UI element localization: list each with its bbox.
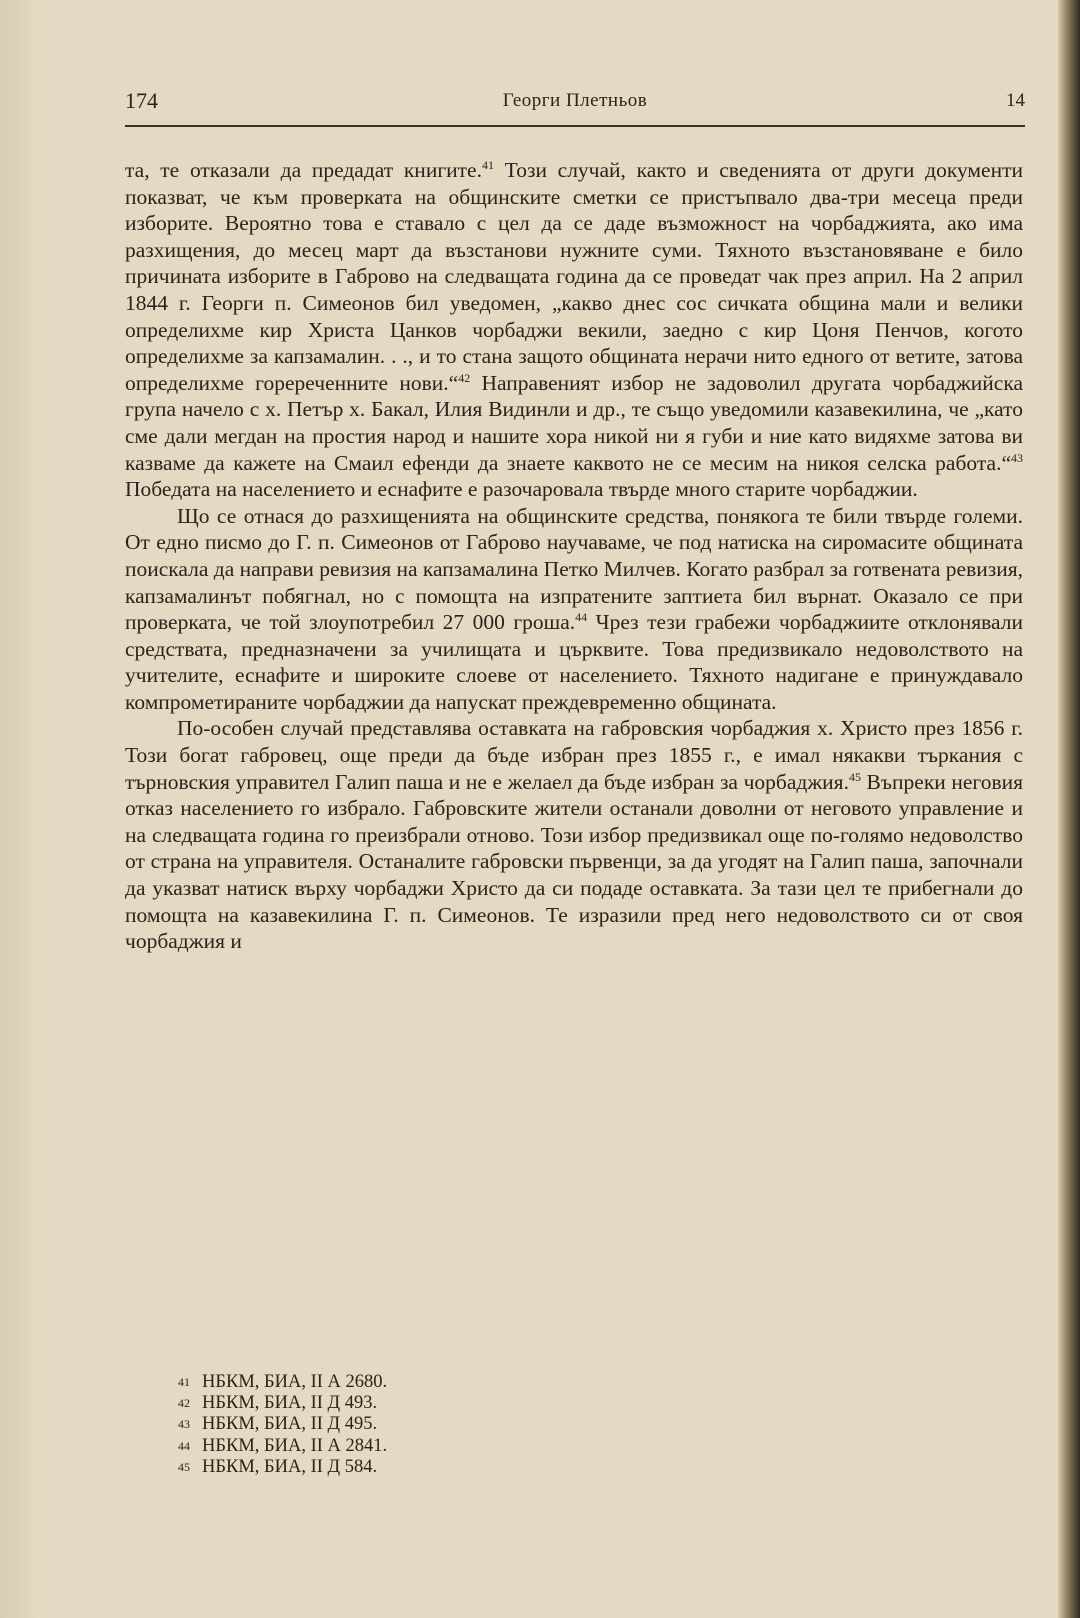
page-number: 174	[125, 88, 158, 113]
footnote-ref-44: 44	[575, 609, 588, 624]
footnote-number: 43	[178, 1417, 190, 1432]
footnote-ref-45: 45	[848, 769, 861, 784]
page-gutter-shading	[0, 0, 40, 1618]
footnote-number: 44	[178, 1438, 190, 1453]
text-run: Що се отнася до разхищенията на общинските средства, понякога те били твърде големи. От едно писмо до Г. п. Симеонов от Габрово научаваме, че под натиска на сиромасите общината поискала да направи ревизия на капзамалина Петко Милчев. Когато разбрал за готвената ревизия, капзамалинът побягнал, но с помощта на изпратените заптиета бил върнат. Оказало се при проверката, че той злоупотребил 27 000 гроша.	[125, 503, 1023, 635]
text-run: Победата на населението и еснафите е разочаровала твърде много старите чорбаджии.	[125, 477, 918, 502]
text-run: Въпреки неговия отказ населението го избрало. Габровските жители останали доволни от неговото управление и на следващата година го преизбрали отново. Този избор предизвикал още по-голямо недоволство от страна на управителя. Останалите габровски първенци, за да угодят на Галип паша, започнали да указват натиск върху чорбаджи Христо да си подаде оставката. За тази цел те прибегнали до помощта на казавекилина Г. п. Симеонов. Те изразили пред него недоволството си от своя чорбаджия и	[125, 769, 1023, 954]
footnotes	[178, 1372, 678, 1478]
text-run: Този случай, както и сведенията от други документи показват, че към проверката на общинските сметки се пристъпвало два-три месеца преди изборите. Вероятно това е ставало с цел да се даде възможност на чорбаджията, ако има разхищения, до месец март да възстанови нужните суми. Тяхното възстановяване е било причината изборите в Габрово на следващата година да се проведат чак през април. На 2 април 1844 г. Георги п. Симеонов бил уведомен, „какво днес сос сичката община мали и велики определихме кир Христа Цанков чорбаджи векили, заедно с кир Цоня Пенчов, когото определихме за капзамалин. . ., и то стана защото общината нерачи нито едного от ветите, затова определихме горереченните нови.“	[125, 158, 1023, 395]
text-run: Направеният избор не задоволил другата чорбаджийска група начело с х. Петър х. Бакал, Илия Видинли и др., те също уведомили казавекилина, че „като сме дали мегдан на простия народ и нашите хора никой ни я губи и ние като видяхме затова ви казваме да кажете на Смаил ефенди да знаете каквото не се месим на никоя селска работа.“	[125, 370, 1024, 475]
footnote-number: 41	[178, 1375, 190, 1389]
footnote-44	[178, 1436, 678, 1457]
footnote-text: НБКМ, БИА, II Д 493.	[202, 1393, 378, 1414]
footnote-45	[178, 1457, 678, 1478]
header-rule	[125, 125, 1025, 127]
footnote-text: НБКМ, БИА, II А 2841.	[202, 1435, 388, 1456]
footnote-number: 45	[178, 1459, 190, 1474]
footnote-43	[178, 1414, 678, 1435]
footnote-ref-41: 41	[481, 157, 494, 172]
footnote-ref-43: 43	[1011, 450, 1023, 465]
running-head-author: Георги Плетньов	[502, 90, 648, 111]
signature-mark: 14	[1006, 90, 1025, 111]
text-run: По-особен случай представлява оставката на габровския чорбаджия х. Христо през 1856 г. Този богат габровец, още преди да бъде избран през 1855 г., е имал някакви търкания с търновския управител Галип паша и не е желаел да бъде избран за чорбаджия.	[125, 716, 1023, 794]
paragraph-1	[125, 157, 1023, 503]
footnote-42	[178, 1393, 678, 1414]
footnote-text: НБКМ, БИА, II А 2680.	[202, 1372, 388, 1392]
page-edge-shadow	[1058, 0, 1080, 1618]
text-run: Чрез тези грабежи чорбаджиите отклонявали средствата, предназначени за училищата и църквите. Това предизвикало недоволството на учителите, еснафите и широките слоеве от населението. Тяхното надигане е принуждавало компрометираните чорбаджии да напускат преждевременно общината.	[125, 610, 1023, 714]
page-header	[125, 88, 1025, 122]
footnote-ref-42: 42	[458, 370, 471, 385]
main-text	[125, 157, 1023, 955]
footnote-41	[178, 1372, 678, 1393]
paragraph-3	[125, 715, 1023, 954]
footnote-number: 42	[178, 1396, 190, 1411]
footnote-text: НБКМ, БИА, II Д 495.	[202, 1414, 378, 1435]
paragraph-2	[125, 503, 1023, 716]
text-run: та, те отказали да предадат книгите.	[125, 158, 482, 182]
footnote-text: НБКМ, БИА, II Д 584.	[202, 1456, 378, 1477]
